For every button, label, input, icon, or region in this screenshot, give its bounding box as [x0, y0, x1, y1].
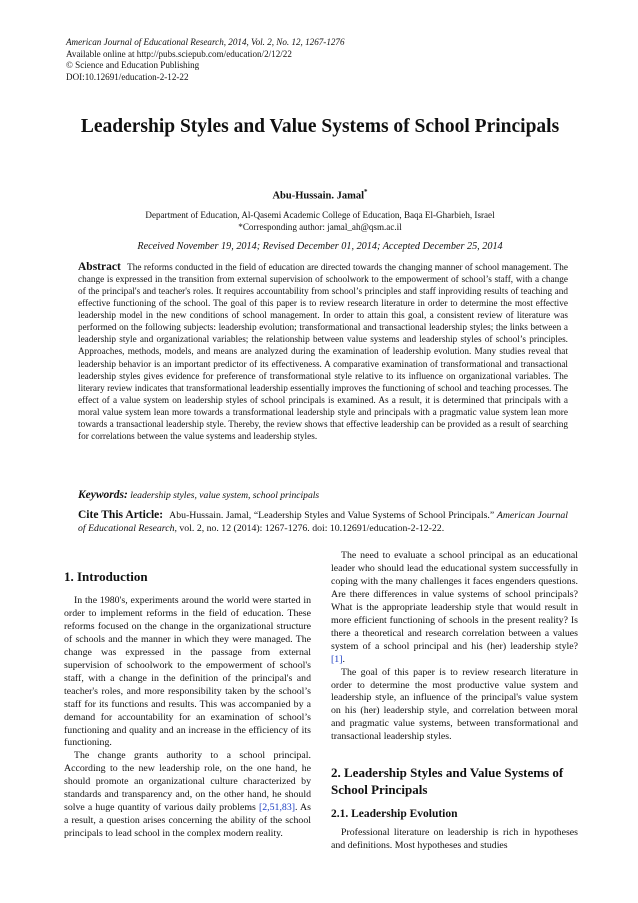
right-paragraph-1 [331, 550, 578, 667]
abstract-text: The reforms conducted in the field of education are directed towards the changing manner of school management. The change is expressed in the transition from external supervision of schoolwork to the empowerment of school’s staff, with a change of the principal's and teacher's roles. It requires accountability from school’s principles and staff inproviding results of teaching and effective functioning of the school. The goal of this paper is to review research literature in order to determine the most effective leadership model in the new conditions of school management. In order to attain this goal, a consistent review of literature was performed on the following subjects: leadership evolution; transformational and transactional leadership styles; the links between a leadership style and organizational variables; the relationship between value systems and leadership styles of school’s principles. Approaches, methods, models, and means are analyzed during the examination of leadership evolution. Many studies reveal that leadership behavior is an important predictor of its effectiveness. A comparative examination of transformational and transactional leadership styles gives evidence for preference of transformational style relative to its influence on organizational variables. The literary review indicates that transformational leadership essentially improves the functioning of school and teaching processes. The effect of a value system on leadership styles of school principals is examined. As a result, it is determined that principals with a moral value system lean more towards a transformational leadership style and principals with a pragmatic value system lean more towards a transactional leadership style. Thereby, the review shows that effective leadership can be provided as a result of searching for correlations between the value systems and leadership styles. [78, 263, 568, 442]
abstract [78, 261, 568, 443]
cite-text: Abu-Hussain. Jamal, “Leadership Styles and Value Systems of School Principals.” [169, 510, 495, 521]
paper-title: Leadership Styles and Value Systems of School Principals [80, 116, 560, 137]
intro-paragraph-2-end: . As a result, a question arises concerning the ability of the school principals to lead school in the complex modern reality. [64, 802, 311, 840]
doi-line: DOI:10.12691/education-2-12-22 [66, 71, 189, 82]
keywords-label: Keywords: [78, 489, 128, 501]
author-line [66, 188, 574, 202]
corresponding-author: *Corresponding author: jamal_ah@qsm.ac.il [238, 222, 402, 232]
abstract-label: Abstract [78, 261, 121, 273]
citation-link-1[interactable]: [1] [331, 653, 343, 665]
journal-header [66, 37, 586, 83]
cite-details: , vol. 2, no. 12 (2014): 1267-1276. doi: 10.12691/education-2-12-22. [174, 523, 445, 534]
corresponding-mark: * [364, 188, 368, 196]
cite-label: Cite This Article: [78, 509, 164, 521]
subsection-heading-leadership-evolution: 2.1. Leadership Evolution [331, 808, 458, 821]
affiliation-block [66, 209, 574, 233]
copyright-line: © Science and Education Publishing [66, 60, 200, 71]
keywords-text: leadership styles, value system, school principals [130, 490, 320, 501]
right-paragraph-1-end: . [342, 653, 345, 665]
citation-link-2-51-83[interactable]: [2,51,83] [258, 802, 296, 814]
right-paragraph-2: The goal of this paper is to review research literature in order to determine the most productive value system and leadership style, an influence of the principal's value system on his (her) leadership style, and correlation between moral and pragmatic value systems, between transformational and transactional leadership styles. [331, 666, 578, 743]
right-paragraph-1-text: The need to evaluate a school principal as an educational leader who should lead the educational system successfully in coping with the many challenges it faces engenders questions. Are there differences in value systems of school principals? What is the appropriate leadership style that would result in more efficient functioning of schools in the present reality? Is there a theoretical and research correlation between a values system of a school principal and his (her) leadership style? [331, 550, 578, 652]
cite-this-article [78, 509, 568, 535]
right-column [331, 548, 578, 853]
right-paragraph-3: Professional literature on leadership is rich in hypotheses and definitions. Most hypotheses and studies [331, 827, 578, 852]
intro-paragraph-2-text: The change grants authority to a school principal. According to the new leadership role, on the one hand, he should promote an organizational culture characterized by standards and transparency and, on the other hand, he should solve a huge quantity of various daily problems [64, 750, 311, 814]
section-heading-introduction: 1. Introduction [64, 569, 148, 584]
intro-paragraph-2 [64, 750, 311, 841]
received-dates: Received November 19, 2014; Revised December 01, 2014; Accepted December 25, 2014 [137, 241, 503, 252]
affiliation-department: Department of Education, Al-Qasemi Academic College of Education, Baqa El-Gharbieh, Israel [145, 210, 495, 220]
journal-citation-line: American Journal of Educational Research, 2014, Vol. 2, No. 12, 1267-1276 [66, 37, 345, 47]
online-availability-line: Available online at http://pubs.sciepub.com/education/2/12/22 [66, 48, 292, 59]
keywords [78, 489, 568, 501]
intro-paragraph-1: In the 1980's, experiments around the world were started in order to implement reforms in the field of education. These reforms focused on the change in the organizational structure of schools and the manner in which they were managed. The change was expressed in the passage from external supervision of schoolwork to the empowerment of school's staff, with a change in the definition of the principal's and teacher's roles, and more responsibility taken by the school’s staff for its functions and results. This was accompanied by a demand for accountability for an examination of school’s functioning and quality and an increase in the efficiency of its functioning. [64, 595, 311, 749]
left-column [64, 548, 311, 841]
section-heading-leadership-styles: 2. Leadership Styles and Value Systems of School Principals [331, 765, 564, 798]
cite-journal-name: American Journal of Educational Research [78, 510, 569, 534]
author-name: Abu-Hussain. Jamal [272, 190, 365, 202]
